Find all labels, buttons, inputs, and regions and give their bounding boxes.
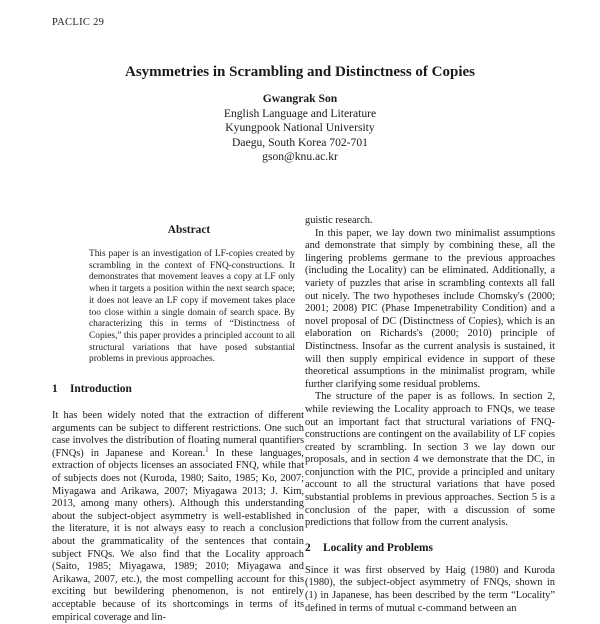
right-column: [305, 215, 555, 615]
abstract-heading: Abstract: [167, 224, 211, 236]
section-1-number: 1: [52, 383, 58, 396]
intro-text-b: In these languages, extraction of objects licenses an associated FNQ, while that of subjects does not (Kuroda, 1980; Saito, 1985; Ko, 2007; Miyagawa and Arikawa, 2007; Miyagawa 2013; J. Kim, 2013, among many others). Although this understanding about the subject-object asymmetry is well-established in the literature, it is not always easy to reach a conclusion about the grammaticality of the sentences that contain subject FNQs. We also find that the Locality approach (Saito, 1985; Miyagawa, 1989; 2010; Miyagawa and Arikawa, 2007, etc.), the most compelling account for this exciting but bewildering phenomenon, is not entirely acceptable because of its shortcomings in terms of its empirical coverage and lin-: [52, 447, 304, 623]
left-column: [52, 224, 304, 624]
author-email: gson@knu.ac.kr: [262, 150, 338, 163]
author-name: Gwangrak Son: [262, 92, 338, 105]
paragraph-structure: The structure of the paper is as follows. In section 2, while reviewing the Locality approach to FNQs, we tease out an important fact that structural variations of FNQ-constructions are contingent on the availability of LF copies created by scrambling. In section 3 we lay down our proposals, and in section 4 we demonstrate that the DC, in conjunction with the PIC, provide a principled and unitary account to all the structural variations that have posed substantial problems in previous approaches. Section 5 is a conclusion of the paper, with a discussion of some predictions that follow from the current analysis.: [305, 391, 555, 529]
section-1-heading: [52, 383, 304, 395]
paragraph-proposal: In this paper, we lay down two minimalist assumptions and demonstrate that simply by combining these, all the lingering problems germane to the previous approaches (including the Locality) can be eliminated. Additionally, a variety of puzzles that arise in scrambling contexts all fall out nicely. The two hypotheses include Chomsky's (2000; 2001; 2008) PIC (Phase Impenetrability Condition) and a novel proposal of DC (Distinctness of Copies), which is an elaboration on Richards's (2000; 2010) principle of Distinctness. Insofar as the current analysis is sustained, it will then supply empirical evidence in support of these theoretical assumptions in the minimalist program, while further clarifying some residual problems.: [305, 227, 555, 390]
conference-tag: PACLIC 29: [52, 17, 105, 28]
section-1-title: Introduction: [70, 383, 132, 396]
section-2-title: Locality and Problems: [323, 541, 433, 554]
continuation-text: guistic research.: [305, 215, 373, 226]
affiliation-address: Daegu, South Korea 702-701: [232, 135, 368, 149]
section-2-heading: [305, 542, 555, 554]
abstract-text: This paper is an investigation of LF-copies created by scrambling in the context of FNQ-constructions. It demonstrates that movement leaves a copy at LF only when it targets a position within the next search space; it does not leave an LF copy if movement takes place too close within a single domain of search space. By characterizing this in terms of “Distinctness of Copies,” this paper provides a principled account to all structural variations that have posed substantial problems in previous approaches.: [89, 249, 295, 365]
intro-text-a: It has been widely noted that the extraction of different arguments can be subject to different restrictions. One such case involves the distribution of floating numeral quantifiers (FNQs) in Japanese and Korean.: [52, 410, 304, 459]
footnote-marker: 1: [205, 445, 209, 454]
section-2-number: 2: [305, 541, 311, 554]
paper-title: Asymmetries in Scrambling and Distinctness of Copies: [124, 64, 475, 80]
affiliation-department: English Language and Literature: [223, 106, 377, 120]
affiliation-university: Kyungpook National University: [225, 121, 375, 134]
intro-paragraph: [52, 410, 304, 624]
author-block: [0, 92, 600, 165]
section-2-paragraph: Since it was first observed by Haig (1980) and Kuroda (1980), the subject-object asymmetry of FNQs, shown in (1) in Japanese, has been described by the term “Locality” defined in terms of mutual c-command between an: [305, 564, 555, 614]
